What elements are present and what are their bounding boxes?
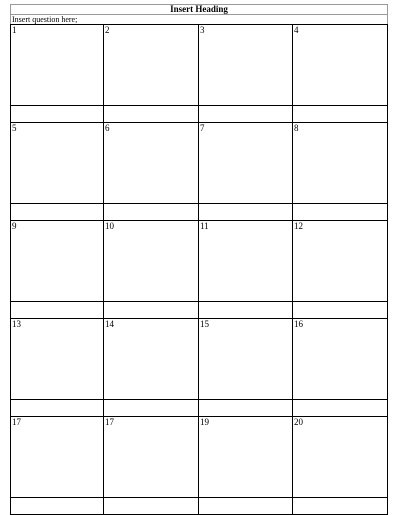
caption-box xyxy=(293,301,387,318)
grid-cell xyxy=(10,24,104,123)
caption-box xyxy=(199,105,292,122)
grid-cell xyxy=(198,122,293,221)
grid-cell xyxy=(103,318,199,417)
grid-cell xyxy=(103,220,199,319)
page-title: Insert Heading xyxy=(170,4,228,14)
grid-cell xyxy=(198,318,293,417)
caption-box xyxy=(11,301,103,318)
grid-cell xyxy=(198,220,293,319)
cell-number: 1 xyxy=(12,25,17,35)
grid-cell xyxy=(103,24,199,123)
caption-box xyxy=(11,497,103,514)
caption-box xyxy=(199,301,292,318)
caption-box xyxy=(104,105,198,122)
grid-cell xyxy=(10,220,104,319)
cell-number: 20 xyxy=(294,417,303,427)
caption-box xyxy=(199,203,292,220)
cell-number: 15 xyxy=(200,319,209,329)
grid-cell xyxy=(10,416,104,515)
caption-box xyxy=(104,203,198,220)
grid-cell xyxy=(292,416,388,515)
caption-box xyxy=(199,399,292,416)
cell-number: 19 xyxy=(200,417,209,427)
cell-number: 6 xyxy=(105,123,110,133)
heading-row xyxy=(10,4,388,15)
caption-box xyxy=(11,203,103,220)
grid-cell xyxy=(103,122,199,221)
cell-number: 17 xyxy=(105,417,114,427)
caption-box xyxy=(104,301,198,318)
cell-number: 4 xyxy=(294,25,299,35)
grid-cell xyxy=(103,416,199,515)
storyboard-grid xyxy=(10,24,388,515)
grid-cell xyxy=(292,220,388,319)
cell-number: 8 xyxy=(294,123,299,133)
grid-cell xyxy=(292,122,388,221)
grid-cell xyxy=(292,24,388,123)
cell-number: 5 xyxy=(12,123,17,133)
question-prompt: Insert question here; xyxy=(12,15,78,24)
cell-number: 13 xyxy=(12,319,21,329)
cell-number: 14 xyxy=(105,319,114,329)
cell-number: 12 xyxy=(294,221,303,231)
caption-box xyxy=(104,497,198,514)
caption-box xyxy=(293,105,387,122)
grid-cell xyxy=(198,24,293,123)
cell-number: 17 xyxy=(12,417,21,427)
cell-number: 9 xyxy=(12,221,17,231)
caption-box xyxy=(293,497,387,514)
caption-box xyxy=(293,399,387,416)
cell-number: 16 xyxy=(294,319,303,329)
caption-box xyxy=(293,203,387,220)
grid-cell xyxy=(292,318,388,417)
cell-number: 10 xyxy=(105,221,114,231)
caption-box xyxy=(199,497,292,514)
caption-box xyxy=(11,105,103,122)
grid-cell xyxy=(10,122,104,221)
caption-box xyxy=(11,399,103,416)
grid-cell xyxy=(198,416,293,515)
grid-cell xyxy=(10,318,104,417)
cell-number: 11 xyxy=(200,221,209,231)
cell-number: 2 xyxy=(105,25,110,35)
caption-box xyxy=(104,399,198,416)
cell-number: 7 xyxy=(200,123,205,133)
cell-number: 3 xyxy=(200,25,205,35)
